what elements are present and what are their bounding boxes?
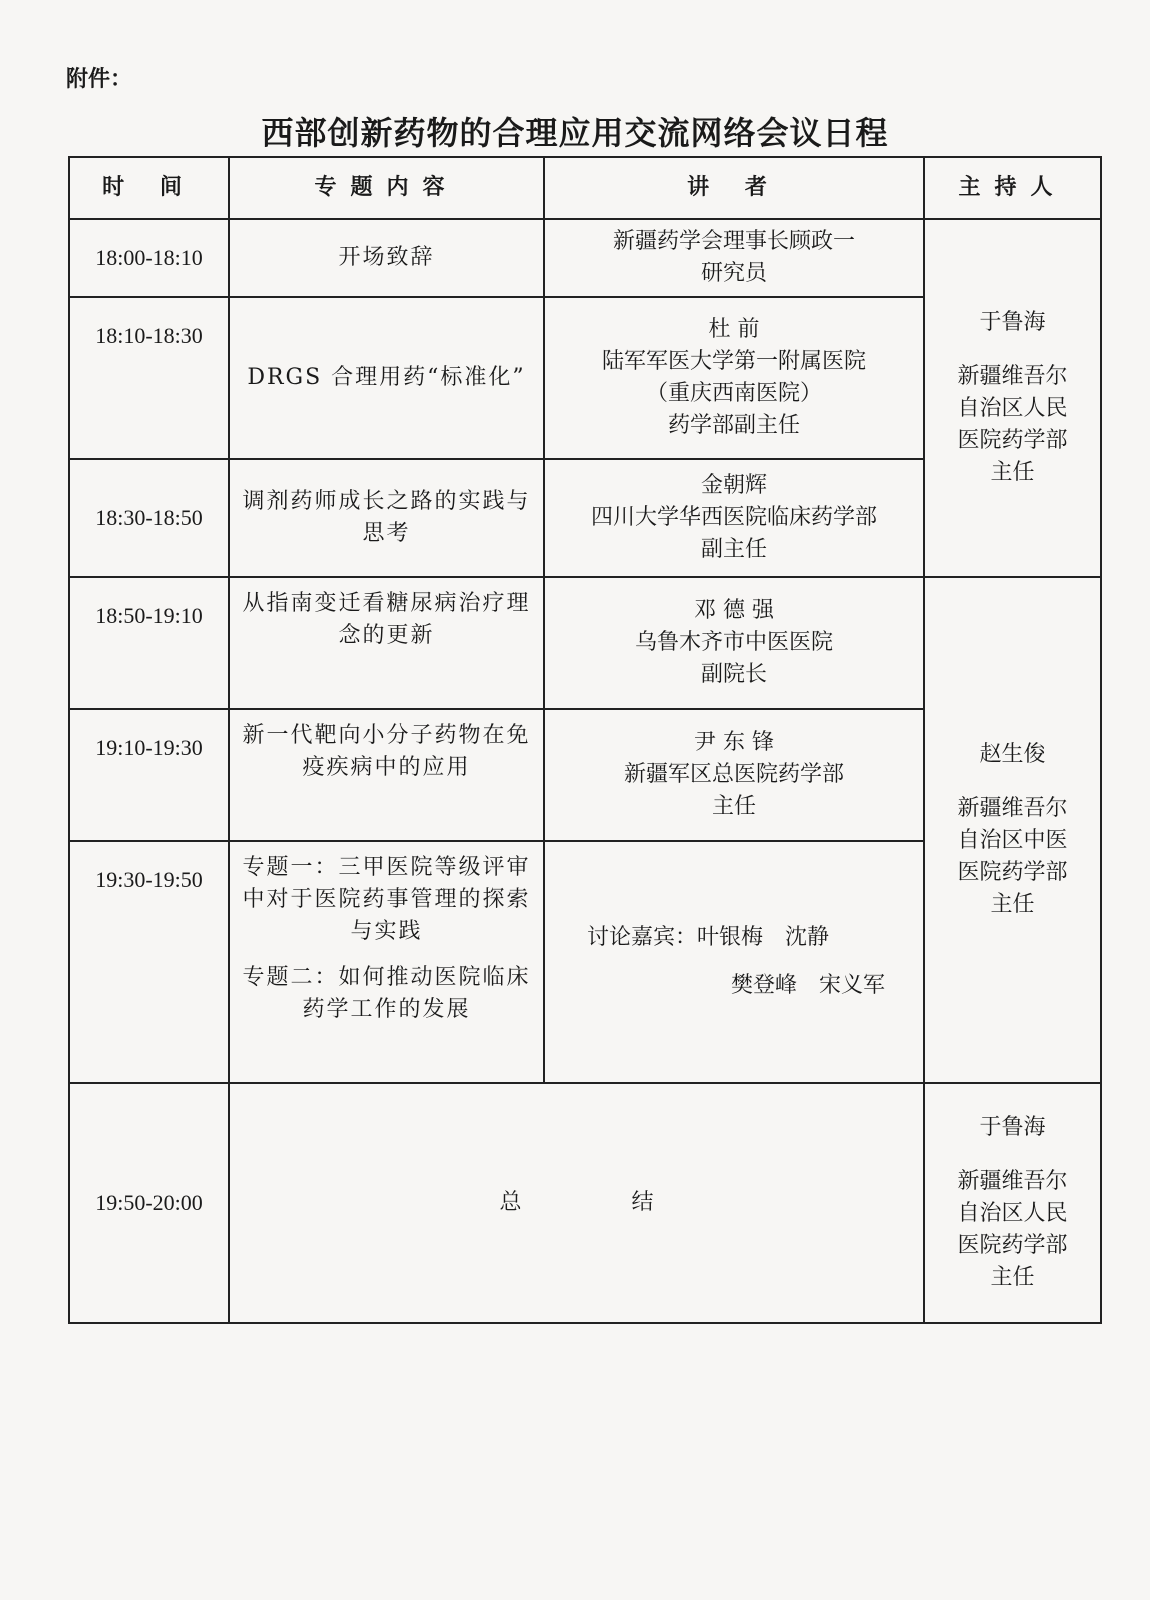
summary-char: 结 <box>631 1190 654 1215</box>
speaker-line: 讨论嘉宾：叶银梅 沈静 <box>587 925 830 950</box>
speaker-line: 药学部副主任 <box>667 413 800 438</box>
host-line: 自治区人民 <box>957 1201 1068 1226</box>
column-header-topic: 专题内容 <box>229 157 544 219</box>
host-name: 于鲁海 <box>979 1115 1046 1140</box>
speaker-line: 副院长 <box>700 662 767 687</box>
speaker-line: 新疆药学会理事长顾政一 <box>612 229 855 254</box>
column-header-host: 主持人 <box>924 157 1101 219</box>
topic-cell <box>229 841 544 1083</box>
column-header-time: 时 间 <box>69 157 229 219</box>
host-line: 新疆维吾尔 <box>957 1169 1068 1194</box>
speaker-line: 樊登峰 宋义军 <box>731 973 886 998</box>
topic-cell: 从指南变迁看糖尿病治疗理念的更新 <box>229 577 544 709</box>
speaker-cell <box>544 709 924 841</box>
summary-cell <box>229 1083 924 1323</box>
host-line: 新疆维吾尔 <box>957 364 1068 389</box>
host-line: 医院药学部 <box>957 1233 1068 1258</box>
agenda-table <box>68 156 1102 1324</box>
speaker-line: 陆军军医大学第一附属医院 <box>601 349 866 374</box>
speaker-line: 副主任 <box>700 537 767 562</box>
speaker-cell <box>544 841 924 1083</box>
table-row <box>69 219 1101 297</box>
host-line: 主任 <box>990 460 1035 485</box>
table-header-row <box>69 157 1101 219</box>
speaker-line: （重庆西南医院） <box>645 381 822 406</box>
speaker-line: 金朝辉 <box>700 473 767 498</box>
speaker-cell <box>544 577 924 709</box>
host-line: 自治区人民 <box>957 396 1068 421</box>
topic-cell: DRGS 合理用药“标准化” <box>229 297 544 459</box>
topic-cell: 开场致辞 <box>229 219 544 297</box>
host-line: 新疆维吾尔 <box>957 796 1068 821</box>
time-cell: 19:50-20:00 <box>69 1083 229 1323</box>
time-cell: 18:00-18:10 <box>69 219 229 297</box>
host-line: 主任 <box>990 892 1035 917</box>
host-cell <box>924 219 1101 577</box>
summary-char: 总 <box>499 1190 522 1215</box>
host-line: 自治区中医 <box>957 828 1068 853</box>
time-cell: 18:50-19:10 <box>69 577 229 709</box>
speaker-line: 新疆军区总医院药学部 <box>623 762 844 787</box>
column-header-speaker: 讲 者 <box>544 157 924 219</box>
time-cell: 19:10-19:30 <box>69 709 229 841</box>
topic-line: 专题二：如何推动医院临床药学工作的发展 <box>242 965 531 1022</box>
time-cell: 19:30-19:50 <box>69 841 229 1083</box>
speaker-cell <box>544 297 924 459</box>
speaker-line: 四川大学华西医院临床药学部 <box>590 505 877 530</box>
host-line: 主任 <box>990 1265 1035 1290</box>
time-cell: 18:30-18:50 <box>69 459 229 577</box>
speaker-line: 尹 东 锋 <box>694 730 774 755</box>
speaker-cell <box>544 459 924 577</box>
table-row <box>69 1083 1101 1323</box>
time-cell: 18:10-18:30 <box>69 297 229 459</box>
attachment-label: 附件： <box>66 67 133 92</box>
speaker-line: 乌鲁木齐市中医医院 <box>634 630 833 655</box>
host-cell <box>924 577 1101 1083</box>
host-name: 于鲁海 <box>979 310 1046 335</box>
topic-cell: 新一代靶向小分子药物在免疫疾病中的应用 <box>229 709 544 841</box>
speaker-line: 研究员 <box>700 261 767 286</box>
speaker-line: 主任 <box>711 794 756 819</box>
host-line: 医院药学部 <box>957 860 1068 885</box>
speaker-line: 杜 前 <box>708 317 760 342</box>
table-row <box>69 577 1101 709</box>
page-title: 西部创新药物的合理应用交流网络会议日程 <box>261 114 889 152</box>
topic-cell: 调剂药师成长之路的实践与思考 <box>229 459 544 577</box>
speaker-cell <box>544 219 924 297</box>
host-line: 医院药学部 <box>957 428 1068 453</box>
topic-line: 专题一：三甲医院等级评审中对于医院药事管理的探索与实践 <box>242 855 531 944</box>
speaker-line: 邓 德 强 <box>694 598 774 623</box>
host-cell <box>924 1083 1101 1323</box>
host-name: 赵生俊 <box>979 742 1046 767</box>
